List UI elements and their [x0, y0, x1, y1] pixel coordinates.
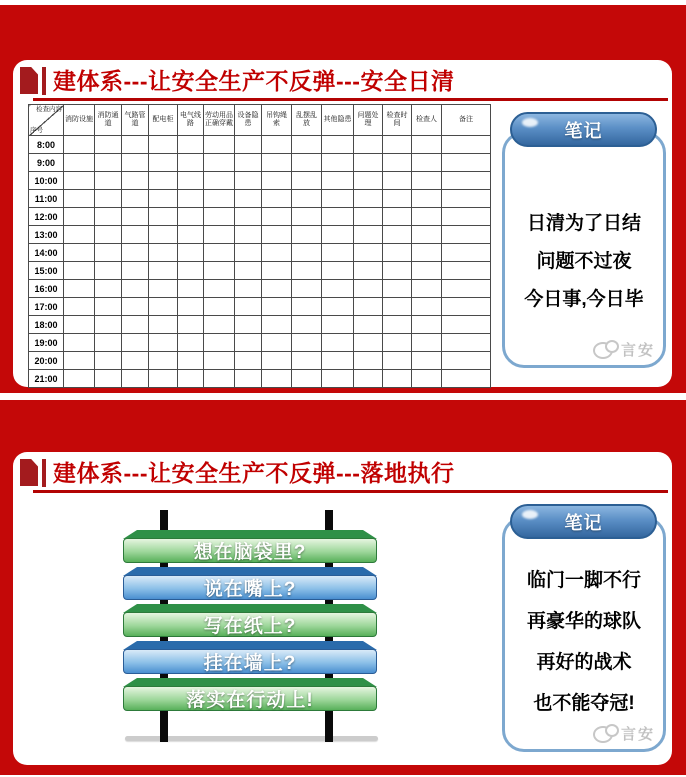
empty-cell [292, 244, 322, 262]
empty-cell [262, 280, 292, 298]
empty-cell [204, 244, 235, 262]
empty-cell [262, 190, 292, 208]
document-icon [20, 67, 38, 94]
empty-cell [442, 208, 491, 226]
empty-cell [322, 172, 354, 190]
banner-label: 落实在行动上! [186, 690, 314, 711]
banner-face [123, 575, 377, 600]
empty-cell [204, 352, 235, 370]
slide1-content-panel [13, 60, 672, 387]
empty-cell [64, 316, 95, 334]
empty-cell [178, 154, 204, 172]
empty-cell [178, 208, 204, 226]
note-lines [505, 571, 663, 735]
slide2-title-row [13, 452, 672, 494]
slide1-title: 建体系---让安全生产不反弹---安全日清 [53, 68, 455, 94]
empty-cell [235, 190, 262, 208]
empty-cell [412, 298, 442, 316]
empty-cell [383, 316, 412, 334]
column-header: 吊钩绳索 [262, 105, 292, 136]
empty-cell [178, 262, 204, 280]
empty-cell [322, 136, 354, 154]
empty-cell [383, 136, 412, 154]
empty-cell [292, 136, 322, 154]
empty-cell [64, 244, 95, 262]
empty-cell [204, 280, 235, 298]
time-cell: 9:00 [29, 154, 64, 172]
banner-plank [123, 678, 377, 711]
title-underline [33, 98, 668, 101]
note-line: 日清为了日结 [526, 213, 641, 234]
empty-cell [442, 352, 491, 370]
empty-cell [262, 244, 292, 262]
empty-cell [95, 172, 122, 190]
empty-cell [383, 208, 412, 226]
time-cell: 13:00 [29, 226, 64, 244]
empty-cell [178, 352, 204, 370]
empty-cell [95, 298, 122, 316]
empty-cell [235, 262, 262, 280]
empty-cell [149, 136, 178, 154]
empty-cell [442, 226, 491, 244]
empty-cell [383, 226, 412, 244]
watermark-text: 言安 [620, 726, 655, 743]
wechat-icon [593, 724, 617, 744]
empty-cell [262, 172, 292, 190]
banner-label: 挂在墙上? [203, 653, 297, 674]
empty-cell [262, 136, 292, 154]
banner-label: 说在嘴上? [203, 579, 297, 600]
slide2-title: 建体系---让安全生产不反弹---落地执行 [53, 460, 455, 486]
empty-cell [204, 370, 235, 388]
empty-cell [383, 172, 412, 190]
empty-cell [235, 226, 262, 244]
table-row [29, 298, 491, 316]
empty-cell [354, 352, 383, 370]
column-header: 备注 [442, 105, 491, 136]
empty-cell [442, 190, 491, 208]
slide-daily-clearing [0, 5, 686, 393]
empty-cell [262, 298, 292, 316]
empty-cell [292, 298, 322, 316]
table-row [29, 316, 491, 334]
empty-cell [178, 280, 204, 298]
empty-cell [442, 136, 491, 154]
empty-cell [64, 226, 95, 244]
empty-cell [95, 190, 122, 208]
empty-cell [383, 154, 412, 172]
empty-cell [149, 190, 178, 208]
empty-cell [95, 334, 122, 352]
table-row [29, 280, 491, 298]
empty-cell [122, 280, 149, 298]
empty-cell [322, 226, 354, 244]
empty-cell [262, 208, 292, 226]
empty-cell [64, 352, 95, 370]
watermark-text: 言安 [620, 342, 655, 359]
empty-cell [122, 262, 149, 280]
column-header: 乱摆乱放 [292, 105, 322, 136]
empty-cell [354, 208, 383, 226]
empty-cell [95, 262, 122, 280]
note-line: 也不能夺冠! [533, 693, 635, 714]
empty-cell [383, 352, 412, 370]
slide-execution [0, 400, 686, 775]
empty-cell [149, 226, 178, 244]
empty-cell [149, 208, 178, 226]
note-line: 再好的战术 [536, 652, 632, 673]
note-line: 再豪华的球队 [526, 611, 641, 632]
empty-cell [354, 334, 383, 352]
empty-cell [412, 172, 442, 190]
empty-cell [95, 244, 122, 262]
wechat-icon [593, 340, 617, 360]
empty-cell [122, 334, 149, 352]
empty-cell [292, 262, 322, 280]
time-cell: 18:00 [29, 316, 64, 334]
banner-stack [123, 530, 377, 715]
empty-cell [262, 154, 292, 172]
empty-cell [412, 316, 442, 334]
empty-cell [149, 352, 178, 370]
empty-cell [64, 208, 95, 226]
empty-cell [149, 298, 178, 316]
empty-cell [262, 316, 292, 334]
empty-cell [64, 136, 95, 154]
empty-cell [412, 280, 442, 298]
title-underline [33, 490, 668, 493]
banner-face [123, 538, 377, 563]
empty-cell [292, 316, 322, 334]
empty-cell [122, 316, 149, 334]
column-header: 消防设施 [64, 105, 95, 136]
notes-tab-label: 笔记 [564, 120, 603, 141]
title-divider-bar [42, 67, 46, 95]
empty-cell [262, 370, 292, 388]
time-cell: 20:00 [29, 352, 64, 370]
empty-cell [178, 370, 204, 388]
title-divider-bar [42, 459, 46, 487]
empty-cell [64, 334, 95, 352]
empty-cell [235, 244, 262, 262]
empty-cell [383, 298, 412, 316]
empty-cell [442, 244, 491, 262]
empty-cell [412, 136, 442, 154]
table-row [29, 190, 491, 208]
empty-cell [442, 316, 491, 334]
empty-cell [64, 298, 95, 316]
banner-plank [123, 604, 377, 637]
empty-cell [292, 190, 322, 208]
empty-cell [178, 136, 204, 154]
note-line: 问题不过夜 [536, 251, 632, 272]
column-header: 检查时间 [383, 105, 412, 136]
empty-cell [122, 370, 149, 388]
time-cell: 16:00 [29, 280, 64, 298]
empty-cell [122, 136, 149, 154]
column-header: 配电柜 [149, 105, 178, 136]
empty-cell [204, 172, 235, 190]
empty-cell [354, 172, 383, 190]
empty-cell [204, 154, 235, 172]
empty-cell [412, 190, 442, 208]
slide2-content-panel [13, 452, 672, 765]
empty-cell [178, 316, 204, 334]
notes-panel [502, 516, 666, 752]
empty-cell [235, 370, 262, 388]
empty-cell [442, 334, 491, 352]
time-cell: 10:00 [29, 172, 64, 190]
empty-cell [354, 262, 383, 280]
empty-cell [292, 334, 322, 352]
table-row [29, 154, 491, 172]
column-header: 电气线路 [178, 105, 204, 136]
empty-cell [204, 316, 235, 334]
empty-cell [354, 244, 383, 262]
empty-cell [354, 154, 383, 172]
column-header: 问题处理 [354, 105, 383, 136]
empty-cell [442, 280, 491, 298]
empty-cell [64, 370, 95, 388]
banner-label: 想在脑袋里? [193, 542, 307, 563]
empty-cell [178, 334, 204, 352]
empty-cell [354, 370, 383, 388]
empty-cell [322, 190, 354, 208]
empty-cell [122, 226, 149, 244]
empty-cell [95, 352, 122, 370]
note-line: 临门一脚不行 [526, 570, 641, 591]
empty-cell [354, 316, 383, 334]
time-cell: 12:00 [29, 208, 64, 226]
empty-cell [95, 316, 122, 334]
empty-cell [442, 298, 491, 316]
empty-cell [354, 226, 383, 244]
empty-cell [149, 262, 178, 280]
empty-cell [122, 154, 149, 172]
empty-cell [204, 334, 235, 352]
empty-cell [442, 172, 491, 190]
empty-cell [383, 262, 412, 280]
corner-cell [29, 105, 64, 136]
time-cell: 21:00 [29, 370, 64, 388]
notes-tab [510, 504, 657, 539]
empty-cell [178, 244, 204, 262]
empty-cell [322, 262, 354, 280]
empty-cell [122, 244, 149, 262]
empty-cell [262, 334, 292, 352]
empty-cell [235, 334, 262, 352]
column-header: 气路管道 [122, 105, 149, 136]
empty-cell [149, 334, 178, 352]
empty-cell [262, 262, 292, 280]
column-header: 设备隐患 [235, 105, 262, 136]
chat-bubble-small-icon [605, 724, 619, 737]
empty-cell [292, 370, 322, 388]
empty-cell [383, 190, 412, 208]
corner-label-index: 序号 [30, 126, 43, 134]
empty-cell [95, 136, 122, 154]
empty-cell [322, 244, 354, 262]
time-cell: 19:00 [29, 334, 64, 352]
empty-cell [322, 280, 354, 298]
banner-face [123, 649, 377, 674]
empty-cell [235, 172, 262, 190]
slide1-title-row [13, 60, 672, 102]
empty-cell [149, 244, 178, 262]
banner-plank [123, 567, 377, 600]
empty-cell [292, 154, 322, 172]
empty-cell [178, 190, 204, 208]
note-lines [505, 214, 663, 328]
empty-cell [64, 262, 95, 280]
empty-cell [322, 370, 354, 388]
time-cell: 8:00 [29, 136, 64, 154]
table-row [29, 262, 491, 280]
empty-cell [354, 298, 383, 316]
notes-panel [502, 131, 666, 368]
chat-bubble-small-icon [605, 340, 619, 353]
table-row [29, 370, 491, 388]
empty-cell [383, 244, 412, 262]
empty-cell [178, 226, 204, 244]
empty-cell [412, 262, 442, 280]
document-icon [20, 459, 38, 486]
empty-cell [292, 208, 322, 226]
empty-cell [235, 154, 262, 172]
empty-cell [149, 316, 178, 334]
empty-cell [292, 226, 322, 244]
banner-plank [123, 530, 377, 563]
banner-face [123, 686, 377, 711]
empty-cell [412, 208, 442, 226]
empty-cell [322, 334, 354, 352]
notes-tab-label: 笔记 [564, 512, 603, 533]
empty-cell [322, 316, 354, 334]
column-header: 其他隐患 [322, 105, 354, 136]
empty-cell [95, 370, 122, 388]
empty-cell [149, 172, 178, 190]
empty-cell [95, 280, 122, 298]
empty-cell [122, 172, 149, 190]
watermark [593, 339, 655, 360]
table-row [29, 172, 491, 190]
empty-cell [412, 370, 442, 388]
empty-cell [442, 154, 491, 172]
inspection-table [28, 104, 491, 388]
empty-cell [383, 334, 412, 352]
watermark [593, 723, 655, 744]
empty-cell [149, 280, 178, 298]
table-row [29, 244, 491, 262]
empty-cell [204, 136, 235, 154]
empty-cell [354, 136, 383, 154]
empty-cell [442, 370, 491, 388]
banner-label: 写在纸上? [203, 616, 297, 637]
empty-cell [412, 334, 442, 352]
empty-cell [64, 280, 95, 298]
table-body [29, 136, 491, 388]
empty-cell [235, 352, 262, 370]
corner-label-content: 检查内容 [36, 106, 62, 113]
empty-cell [322, 208, 354, 226]
time-cell: 15:00 [29, 262, 64, 280]
empty-cell [149, 370, 178, 388]
empty-cell [383, 370, 412, 388]
empty-cell [149, 154, 178, 172]
empty-cell [122, 352, 149, 370]
empty-cell [178, 172, 204, 190]
note-line: 今日事,今日毕 [524, 289, 644, 310]
empty-cell [412, 244, 442, 262]
empty-cell [178, 298, 204, 316]
empty-cell [204, 190, 235, 208]
empty-cell [354, 190, 383, 208]
empty-cell [262, 226, 292, 244]
empty-cell [204, 226, 235, 244]
empty-cell [412, 154, 442, 172]
empty-cell [292, 352, 322, 370]
banner-face [123, 612, 377, 637]
empty-cell [442, 262, 491, 280]
column-header: 消防通道 [95, 105, 122, 136]
empty-cell [322, 298, 354, 316]
table-row [29, 226, 491, 244]
empty-cell [95, 208, 122, 226]
empty-cell [204, 208, 235, 226]
empty-cell [412, 226, 442, 244]
empty-cell [383, 280, 412, 298]
empty-cell [292, 172, 322, 190]
empty-cell [95, 154, 122, 172]
empty-cell [235, 316, 262, 334]
banner-plank [123, 641, 377, 674]
notes-tab [510, 112, 657, 147]
empty-cell [235, 280, 262, 298]
empty-cell [64, 154, 95, 172]
column-header: 劳动用品正确穿戴 [204, 105, 235, 136]
table-row [29, 352, 491, 370]
empty-cell [322, 154, 354, 172]
empty-cell [322, 352, 354, 370]
empty-cell [204, 298, 235, 316]
empty-cell [122, 190, 149, 208]
empty-cell [95, 226, 122, 244]
empty-cell [412, 352, 442, 370]
time-cell: 14:00 [29, 244, 64, 262]
column-header: 检查人 [412, 105, 442, 136]
table-row [29, 136, 491, 154]
empty-cell [122, 208, 149, 226]
empty-cell [64, 190, 95, 208]
empty-cell [354, 280, 383, 298]
empty-cell [262, 352, 292, 370]
empty-cell [64, 172, 95, 190]
table-row [29, 334, 491, 352]
empty-cell [292, 280, 322, 298]
empty-cell [235, 208, 262, 226]
empty-cell [204, 262, 235, 280]
table-header-row [29, 105, 491, 136]
empty-cell [235, 298, 262, 316]
empty-cell [235, 136, 262, 154]
time-cell: 17:00 [29, 298, 64, 316]
empty-cell [122, 298, 149, 316]
table-row [29, 208, 491, 226]
time-cell: 11:00 [29, 190, 64, 208]
